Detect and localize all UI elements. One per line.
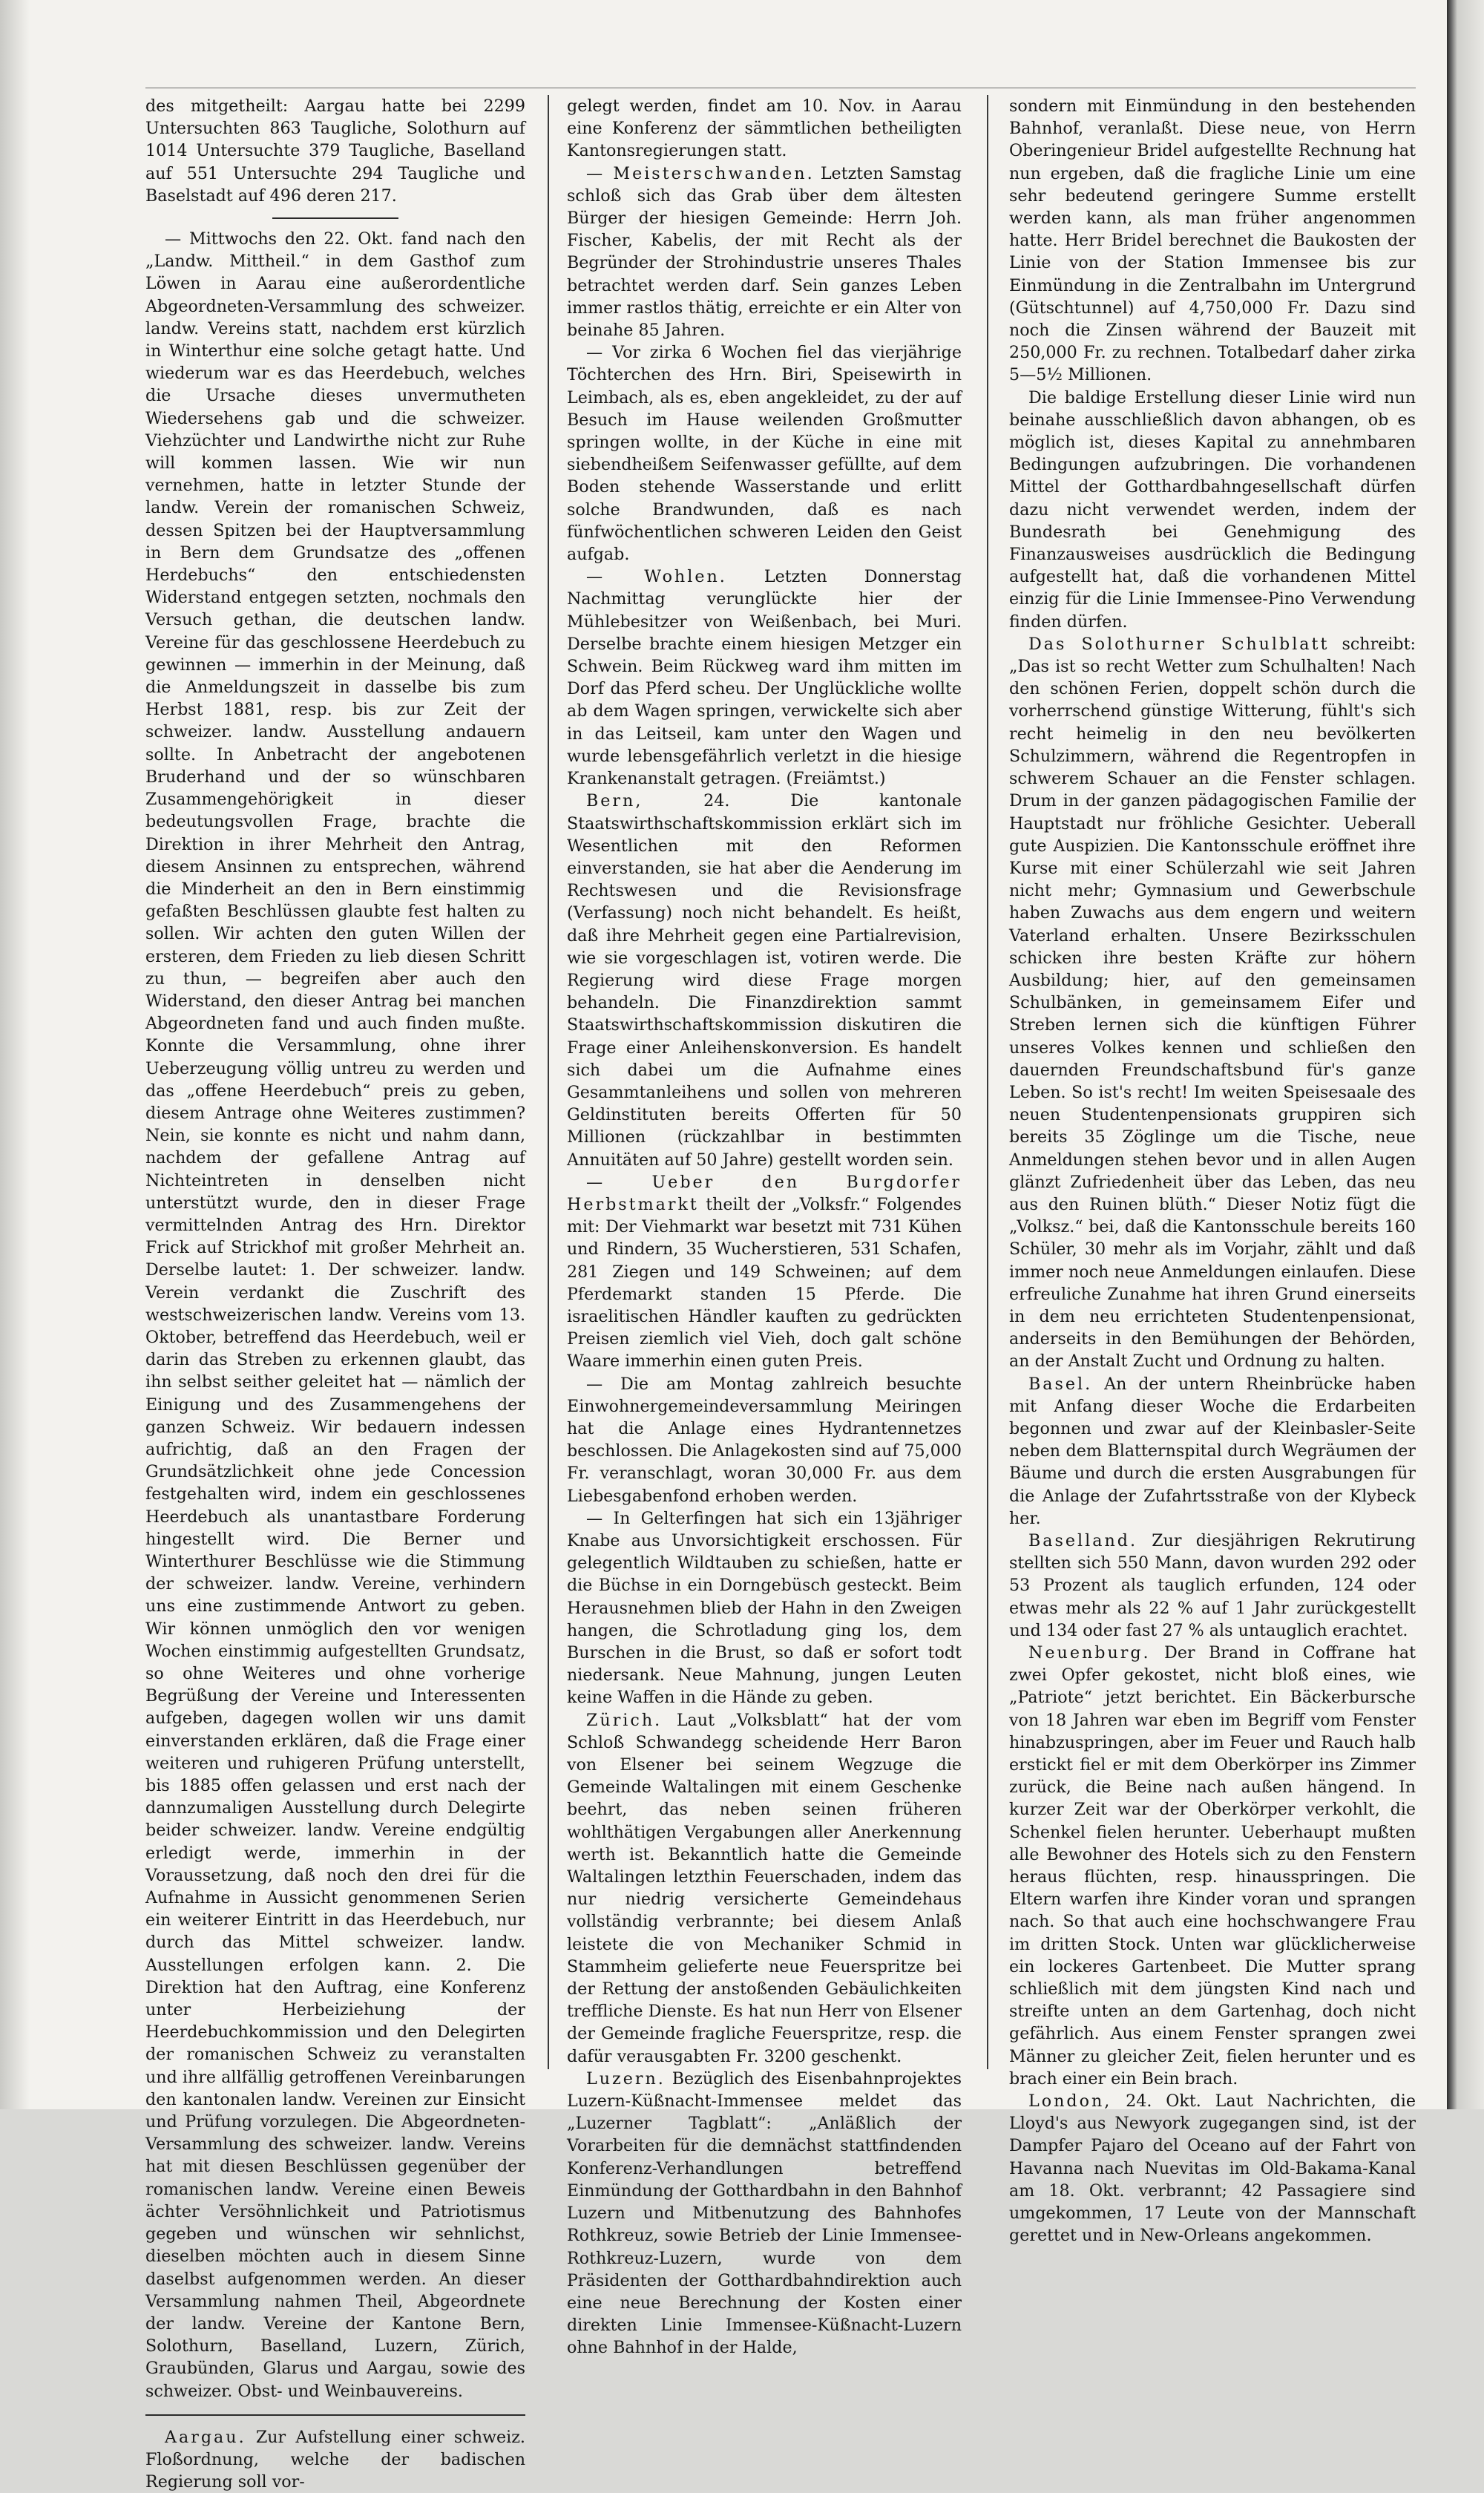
article-paragraph: [567, 790, 962, 1170]
dateline: Aargau.: [165, 2427, 246, 2447]
dateline: Neuenburg.: [1028, 1643, 1151, 1663]
article-text: Laut „Volksblatt“ hat der vom Schloß Schwandegg scheidende Herr Baron von Elsener bei seinem Wegzuge die Gemeinde Waltalingen mit einem Geschenke beehrt, das neben seinen früheren wohlthätigen Vergabungen aller Anerkennung werth ist. Bekanntlich hatte die Gemeinde Waltalingen letzthin Feuerschaden, indem das nur niedrig versicherte Gemeindehaus vollständig verbrannte; bei diesem Anlaß leistete die von Mechaniker Schmid in Stammheim gelieferte neue Feuerspritze bei der Rettung der anstoßenden Gebäulichkeiten treffliche Dienste. Es hat nun Herr von Elsener der Gemeinde fragliche Feuerspritze, resp. die dafür verausgabten Fr. 3200 geschenkt.: [567, 1710, 962, 2066]
article-text: Zur diesjährigen Rekrutirung stellten sich 550 Mann, davon wurden 292 oder 53 Prozent als tauglich erfunden, 124 oder etwas mehr als 22 % auf 1 Jahr zurückgestellt und 134 oder fast 27 % als untauglich erachtet.: [1009, 1531, 1416, 1640]
article-text: 24. Okt. Laut Nachrichten, die Lloyd's aus Newyork zugegangen sind, ist der Dampfer Pajaro del Oceano auf der Fahrt von Havanna nach Nuevitas im Old-Bakama-Kanal am 18. Okt. verbrannt; 42 Passagiere sind umgekommen, 17 Leute von der Mannschaft gerettet und in New-Orleans angekommen.: [1009, 2091, 1416, 2246]
article-paragraph: — Mittwochs den 22. Okt. fand nach den „Landw. Mittheil.“ in dem Gasthof zum Löwen in Aarau eine außerordentliche Abgeordneten-Versammlung des schweizer. landw. Vereins statt, nachdem erst kürzlich in Winterthur eine solche getagt hatte. Und wiederum war es das Heerdebuch, welches die Ursache dieses unvermutheten Wiedersehens gab und die schweizer. Viehzüchter und Landwirthe nicht zur Ruhe will kommen lassen. Wie wir nun vernehmen, hatte in letzter Stunde der landw. Verein der romanischen Schweiz, dessen Spitzen bei der Hauptversammlung in Bern dem Grundsatze des „offenen Herdebuchs“ den entschiedensten Widerstand entgegen setzten, nochmals den Versuch gethan, die deutschen landw. Vereine für das geschlossene Heerdebuch zu gewinnen — immerhin in der Meinung, daß die Anmeldungszeit in dasselbe bis zum Herbst 1881, resp. bis zur Zeit der schweizer. landw. Ausstellung andauern sollte. In Anbetracht der angebotenen Bruderhand und der so wünschbaren Zusammengehörigkeit in dieser bedeutungsvollen Frage, brachte die Direktion in ihrer Mehrheit den Antrag, diesem Ansinnen zu entsprechen, während die Minderheit an den in Bern einstimmig gefaßten Beschlüssen glaubte fest halten zu sollen. Wir achten den guten Willen der ersteren, dem Frieden zu lieb diesen Schritt zu thun, — begreifen aber auch den Widerstand, den dieser Antrag bei manchen Abgeordneten fand und auch finden mußte. Konnte die Versammlung, ohne ihrer Ueberzeugung völlig untreu zu werden und das „offene Heerdebuch“ preis zu geben, diesem Antrage ohne Weiteres zustimmen? Nein, sie konnte es nicht und nahm dann, nachdem der gefallene Antrag auf Nichteintreten in denselben nicht unterstützt wurde, den in dieser Frage vermittelnden Antrag des Hrn. Direktor Frick auf Strickhof mit großer Mehrheit an. Derselbe lautet: 1. Der schweizer. landw. Verein verdankt die Zuschrift des westschweizerischen landw. Vereins vom 13. Oktober, betreffend das Heerdebuch, weil er darin das Streben zu erkennen glaubt, das ihn selbst seither geleitet hat — nämlich der Einigung und des Zusammengehens der ganzen Schweiz. Wir bedauern indessen aufrichtig, daß an den Fragen der Grundsätzlichkeit ohne jede Concession festgehalten wird, indem ein geschlossenes Heerdebuch als unantastbare Forderung hingestellt wird. Die Berner und Winterthurer Beschlüsse wie die Stimmung der schweizer. landw. Vereine, verhindern uns eine zustimmende Antwort zu geben. Wir können unmöglich den vor wenigen Wochen einstimmig aufgestellten Grundsatz, so ohne Weiteres und ohne vorherige Begrüßung der Vereine und Interessenten aufgeben, dagegen wollen wir uns damit einverstanden erklären, daß die Frage einer weiteren und ruhigeren Prüfung unterstellt, bis 1885 offen gelassen und erst nach der dannzumaligen Ausstellung durch Delegirte beider schweizer. landw. Vereine endgültig erledigt werde, immerhin in der Voraussetzung, daß noch den drei für die Aufnahme in Aussicht genommenen Serien ein weiterer Eintritt in das Heerdebuch, nur durch das Mittel schweizer. landw. Ausstellungen erfolgen kann. 2. Die Direktion hat den Auftrag, eine Konferenz unter Herbeiziehung der Heerdebuchkommission und den Delegirten der romanischen Schweiz zu veranstalten und ihre allfällig getroffenen Vereinbarungen den kantonalen landw. Vereinen zur Einsicht und Prüfung vorzulegen. Die Abgeordneten-Versammlung des schweizer. landw. Vereins hat mit diesen Beschlüssen gegenüber der romanischen landw. Vereine einen Beweis ächter Versöhnlichkeit und Patriotismus gegeben und wünschen wir sehnlichst, dieselben möchten auch in diesem Sinne daselbst aufgenommen werden. An dieser Versammlung nahmen Theil, Abgeordnete der landw. Vereine der Kantone Bern, Solothurn, Baselland, Luzern, Zürich, Graubünden, Glarus und Aargau, sowie des schweizer. Obst- und Weinbauvereins.: [145, 229, 525, 2401]
source-note: (Freiämtst.): [786, 769, 886, 789]
dateline: — Wohlen.: [586, 567, 727, 587]
article-text: theilt der „Volksfr.“ Folgendes mit: Der Viehmarkt war besetzt mit 731 Kühen und Rindern, 35 Wucherstieren, 531 Schafen, 281 Ziegen und 149 Schweinen; auf dem Pferdemarkt standen 15 Pferde. Die israelitischen Händler kauften zu gedrückten Preisen ziemlich viel Vieh, doch galt schöne Waare immerhin einen guten Preis.: [567, 1194, 962, 1372]
dateline: Baselland.: [1028, 1531, 1138, 1550]
article-paragraph: [1009, 2090, 1416, 2247]
article-text: An der untern Rheinbrücke haben mit Anfang dieser Woche die Erdarbeiten begonnen und zwar auf der Kleinbasler-Seite neben dem Blatternspital durch Wegräumen der Bäume und durch die ersten Ausgrabungen für die Anlage der Zufahrtsstraße von der Klybeck her.: [1009, 1374, 1416, 1528]
article-paragraph: des mitgetheilt: Aargau hatte bei 2299 Untersuchten 863 Taugliche, Solothurn auf 1014 Untersuchte 379 Taugliche, Baselland auf 551 Untersuchte 294 Taugliche und Baselstadt auf 496 deren 217.: [145, 96, 525, 206]
column-1: [145, 95, 525, 2492]
article-paragraph: [567, 1171, 962, 1373]
article-paragraph: gelegt werden, findet am 10. Nov. in Aarau eine Konferenz der sämmtlichen betheiligten Kantonsregierungen statt.: [567, 96, 962, 161]
article-paragraph: [145, 2426, 525, 2493]
article-text: Der Brand in Coffrane hat zwei Opfer gekostet, nicht bloß eines, wie „Patriote“ jetzt berichtet. Ein Bäckerbursche von 18 Jahren war eben im Begriff vom Fenster hinabzuspringen, aber im Feuer und Rauch halb erstickt fiel er mit dem Oberkörper ins Zimmer zurück, die Beine nach außen hängend. In kurzer Zeit war der Oberkörper verkohlt, die Schenkel fielen herunter. Ueberhaupt mußten alle Bewohner des Hotels sich zu den Fenstern heraus flüchten, resp. hinausspringen. Die Eltern warfen ihre Kinder voran und sprangen nach. So that auch eine hochschwangere Frau im dritten Stock. Unten war glücklicherweise ein lockeres Gartenbeet. Die Mutter sprang schließlich mit dem jüngsten Kind nach und streifte unten an dem Gartenhag, doch nicht gefährlich. Aus einem Fenster sprangen zwei Männer zu gleicher Zeit, fielen herunter und es brach einer ein Bein brach.: [1009, 1643, 1416, 2089]
article-paragraph: [1009, 1642, 1416, 2090]
article-separator: [145, 2414, 525, 2416]
article-paragraph: [567, 2068, 962, 2359]
dateline: Bern,: [586, 791, 643, 811]
article-paragraph: [567, 1709, 962, 2068]
article-text: Letzten Samstag schloß sich das Grab über dem ältesten Bürger der hiesigen Gemeinde: Herrn Joh. Fischer, Kabelis, der mit Recht als der Begründer der Strohindustrie unseres Thales betrachtet werden darf. Sein ganzes Leben immer rastlos thätig, erreichte er ein Alter von beinahe 85 Jahren.: [567, 163, 962, 341]
page-right-edge-shadow: [1447, 0, 1484, 2109]
article-text: 24. Die kantonale Staatswirthschaftskommission erklärt sich im Wesentlichen mit den Reformen einverstanden, sie hat aber die Aenderung im Rechtswesen und die Revisionsfrage (Verfassung) noch nicht behandelt. Es heißt, daß ihre Mehrheit gegen eine Partialrevision, wie sie vorgeschlagen ist, votiren werde. Die Regierung wird diese Frage morgen behandeln. Die Finanzdirektion sammt Staatswirthschaftskommission diskutiren die Frage einer Anleihenskonversion. Es handelt sich dabei um die Aufnahme eines Gesammtanleihens und sollen von mehreren Geldinstituten bereits Offerten für 50 Millionen (rückzahlbar in bestimmten Annuitäten auf 50 Jahre) gestellt worden sein.: [567, 791, 962, 1170]
dateline: Basel.: [1028, 1374, 1093, 1394]
column-2: [567, 95, 962, 2358]
article-paragraph: [1009, 633, 1416, 1373]
dateline: — Ueber den Burgdorfer Herbstmarkt: [567, 1172, 962, 1214]
article-text: Zur Aufstellung einer schweiz. Floßordnung, welche der badischen Regierung soll vor-: [145, 2427, 525, 2492]
dateline: London,: [1028, 2091, 1112, 2112]
article-paragraph: Die baldige Erstellung dieser Linie wird nun beinahe ausschließlich davon abhangen, ob es möglich ist, dieses Kapital zu annehmbaren Bedingungen aufzubringen. Die vorhandenen Mittel der Gotthardbahngesellschaft dürfen dazu nicht verwendet werden, indem der Bundesrath bei Genehmigung des Finanzausweises ausdrücklich die Bedingung aufgestellt hat, daß die vorhandenen Mittel einzig für die Linie Immensee-Pino Verwendung finden dürfen.: [1009, 387, 1416, 632]
article-paragraph: — In Gelterfingen hat sich ein 13jähriger Knabe aus Unvorsichtigkeit erschossen. Für gelegentlich Wildtauben zu schießen, hatte er die Büchse in ein Dorngebüsch gesteckt. Beim Herausnehmen blieb der Hahn in den Zweigen hangen, die Schrotladung ging los, dem Burschen in die Brust, so daß er sofort todt niedersank. Neue Mahnung, jungen Leuten keine Waffen in die Hände zu geben.: [567, 1508, 962, 1708]
article-text: Bezüglich des Eisenbahnprojektes Luzern-Küßnacht-Immensee meldet das „Luzerner Tagblatt“: „Anläßlich der Vorarbeiten für die demnächst stattfindenden Konferenz-Verhandlungen betreffend Einmündung der Gotthardbahn in den Bahnhof Luzern und Mitbenutzung des Bahnhofes Rothkreuz, sowie Betrieb der Linie Immensee-Rothkreuz-Luzern, wurde von dem Präsidenten der Gotthardbahndirektion auch eine neue Berechnung der Kosten einer direkten Linie Immensee-Küßnacht-Luzern ohne Bahnhof in der Halde,: [567, 2068, 962, 2358]
article-paragraph: [1009, 1373, 1416, 1530]
dateline: Das Solothurner Schulblatt: [1028, 634, 1330, 654]
article-text: Letzten Donnerstag Nachmittag verunglückte hier der Mühlebesitzer von Weißenbach, bei Muri. Derselbe brachte einem hiesigen Metzger ein Schwein. Beim Rückweg ward ihm mitten im Dorf das Pferd scheu. Der Unglückliche wollte ab dem Wagen springen, verwickelte sich aber in das Leitseil, kam unter den Wagen und wurde lebensgefährlich verletzt in die hiesige Krankenanstalt getragen.: [567, 567, 962, 789]
article-text: schreibt: „Das ist so recht Wetter zum Schulhalten! Nach den schönen Ferien, doppelt schön durch die vorherrschend günstige Witterung, fühlt's sich recht heimelig in den neu bevölkerten Schulzimmern, während die Regentropfen in schwerem Schauer an die Fenster schlagen. Drum in der ganzen pädagogischen Familie der Hauptstadt nur fröhliche Gesichter. Ueberall gute Auspizien. Die Kantonsschule eröffnet ihre Kurse mit einer Schülerzahl wie seit Jahren nicht mehr; Gymnasium und Gewerbschule haben Zuwachs aus dem engern und weitern Vaterland erhalten. Unsere Bezirksschulen schicken ihre besten Kräfte zur höhern Ausbildung; hier, auf den gemeinsamen Schulbänken, in gemeinsamem Eifer und Streben lernen sich die künftigen Führer unseres Volkes kennen und schließen den dauernden Freundschaftsbund für's ganze Leben. So ist's recht! Im weiten Speisesaale des neuen Studentenpensionats gruppiren sich bereits 35 Zöglinge um die Tische, neue Anmeldungen stehen bevor und in allen Augen glänzt Zufriedenheit über das Leben, das neu aus den Ruinen blüth.“ Dieser Notiz fügt die „Volksz.“ bei, daß die Kantonsschule bereits 160 Schüler, 30 mehr als im Vorjahr, zählt und daß immer noch neue Anmeldungen einlaufen. Diese erfreuliche Zunahme hat ihren Grund einerseits in dem neu errichteten Studentenpensionat, anderseits in den Bemühungen der Behörden, an der Anstalt Zucht und Ordnung zu halten.: [1009, 634, 1416, 1372]
article-paragraph: [567, 566, 962, 790]
article-paragraph: — Vor zirka 6 Wochen fiel das vierjährige Töchterchen des Hrn. Biri, Speisewirth in Leimbach, als es, eben angekleidet, zu der auf Besuch im Hause weilenden Großmutter springen wollte, in der Küche in eine mit siebendheißem Seifenwasser gefüllte, auf dem Boden stehende Wasserstande und erlitt solche Brandwunden, daß es nach fünfwöchentlichen schweren Leiden den Geist aufgab.: [567, 343, 962, 565]
page-left-edge: [0, 0, 30, 2109]
dateline: — Meisterschwanden.: [586, 163, 815, 183]
article-paragraph: [1009, 1530, 1416, 1642]
column-rule-2: [987, 95, 988, 2069]
article-paragraph: sondern mit Einmündung in den bestehenden Bahnhof, veranlaßt. Diese neue, von Herrn Oberingenieur Bridel aufgestellte Rechnung hat nun ergeben, daß die fragliche Linie um eine sehr bedeutend geringere Summe erstellt werden kann, als man früher angenommen hatte. Herr Bridel berechnet die Baukosten der Linie von der Station Immensee bis zur Einmündung in die Zentralbahn im Untergrund (Gütschtunnel) auf 4,750,000 Fr. Dazu sind noch die Zinsen während der Bauzeit mit 250,000 Fr. zu rechnen. Totalbedarf daher zirka 5—5½ Millionen.: [1009, 96, 1416, 385]
article-paragraph: — Die am Montag zahlreich besuchte Einwohnergemeindeversammlung Meiringen hat die Anlage eines Hydrantennetzes beschlossen. Die Anlagekosten sind auf 75,000 Fr. veranschlagt, woran 30,000 Fr. aus dem Liebesgabenfond erhoben werden.: [567, 1374, 962, 1506]
column-rule-1: [548, 95, 549, 2069]
dateline: Zürich.: [586, 1710, 663, 1730]
article-separator: [272, 217, 398, 219]
column-3: [1009, 95, 1416, 2246]
article-paragraph: [567, 163, 962, 342]
dateline: Luzern.: [586, 2068, 666, 2089]
